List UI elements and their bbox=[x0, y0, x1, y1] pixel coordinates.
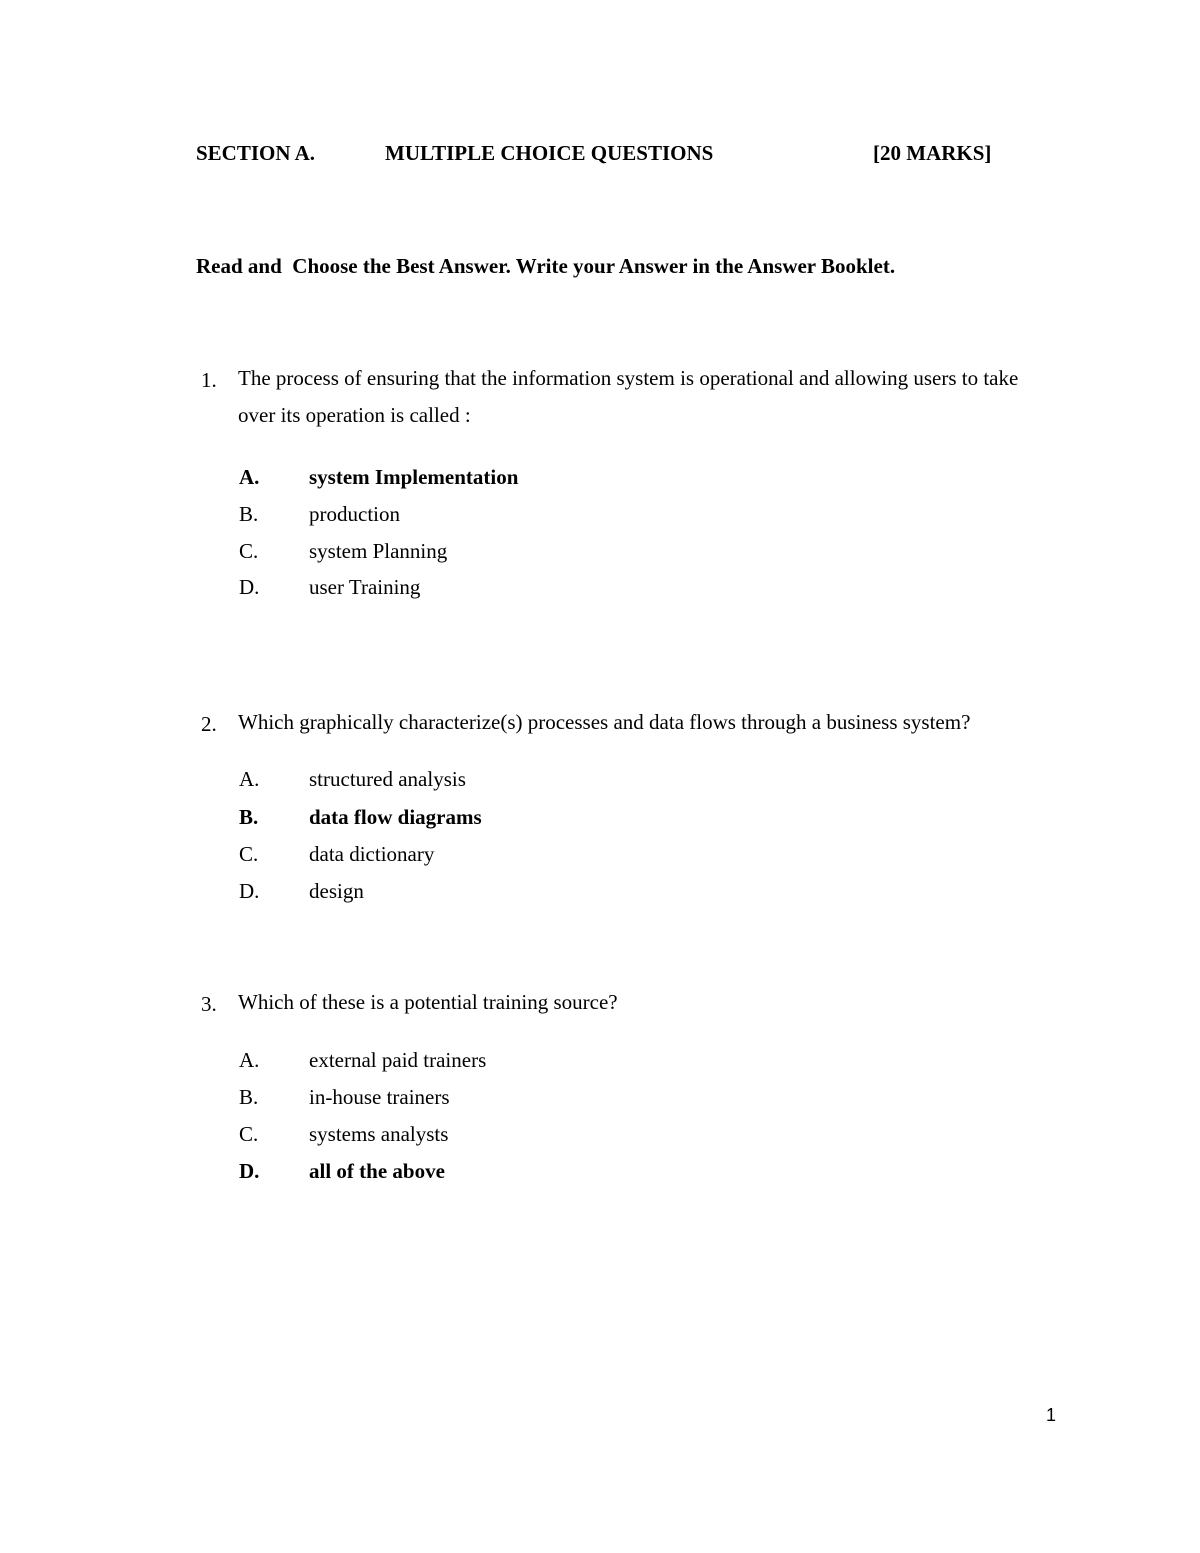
option-text: data dictionary bbox=[309, 842, 435, 866]
question-number: 2. bbox=[201, 712, 217, 736]
option-letter: C. bbox=[239, 1122, 259, 1146]
option-2a bbox=[0, 767, 1200, 797]
option-text: structured analysis bbox=[309, 767, 466, 791]
option-text: production bbox=[309, 502, 400, 526]
question-text: The process of ensuring that the information system is operational and allowing users to take over its operation is called : bbox=[238, 366, 1019, 427]
section-label: SECTION A. bbox=[196, 141, 316, 165]
option-2d bbox=[0, 879, 1200, 909]
option-3a bbox=[0, 1048, 1200, 1078]
option-letter: A. bbox=[239, 1048, 260, 1072]
page-number: 1 bbox=[1046, 1405, 1057, 1425]
option-2c bbox=[0, 842, 1200, 872]
option-letter: B. bbox=[239, 805, 259, 829]
option-1c bbox=[0, 539, 1200, 569]
option-1b bbox=[0, 502, 1200, 532]
option-text: user Training bbox=[309, 575, 421, 599]
question-text: Which of these is a potential training source? bbox=[238, 990, 618, 1014]
option-3d bbox=[0, 1159, 1200, 1189]
option-3c bbox=[0, 1122, 1200, 1152]
question-text: Which graphically characterize(s) processes and data flows through a business system? bbox=[238, 710, 971, 734]
section-title: MULTIPLE CHOICE QUESTIONS bbox=[385, 141, 714, 165]
option-3b bbox=[0, 1085, 1200, 1115]
question-number: 1. bbox=[201, 368, 217, 392]
option-letter: D. bbox=[239, 575, 260, 599]
option-letter: A. bbox=[239, 767, 260, 791]
option-letter: B. bbox=[239, 1085, 259, 1109]
section-marks: [20 MARKS] bbox=[873, 141, 992, 165]
option-text: external paid trainers bbox=[309, 1048, 487, 1072]
option-letter: C. bbox=[239, 539, 259, 563]
option-letter: C. bbox=[239, 842, 259, 866]
option-2b bbox=[0, 805, 1200, 835]
option-1a bbox=[0, 465, 1200, 495]
option-text: data flow diagrams bbox=[309, 805, 482, 829]
option-text: system Implementation bbox=[309, 465, 519, 489]
option-1d bbox=[0, 575, 1200, 605]
option-text: in-house trainers bbox=[309, 1085, 450, 1109]
option-letter: D. bbox=[239, 1159, 260, 1183]
option-letter: D. bbox=[239, 879, 260, 903]
instructions: Read and Choose the Best Answer. Write your Answer in the Answer Booklet. bbox=[196, 254, 896, 278]
section-header bbox=[0, 141, 1200, 171]
option-text: all of the above bbox=[309, 1159, 445, 1183]
option-text: systems analysts bbox=[309, 1122, 449, 1146]
option-text: design bbox=[309, 879, 364, 903]
question-number: 3. bbox=[201, 992, 217, 1016]
option-letter: B. bbox=[239, 502, 259, 526]
option-letter: A. bbox=[239, 465, 260, 489]
option-text: system Planning bbox=[309, 539, 448, 563]
